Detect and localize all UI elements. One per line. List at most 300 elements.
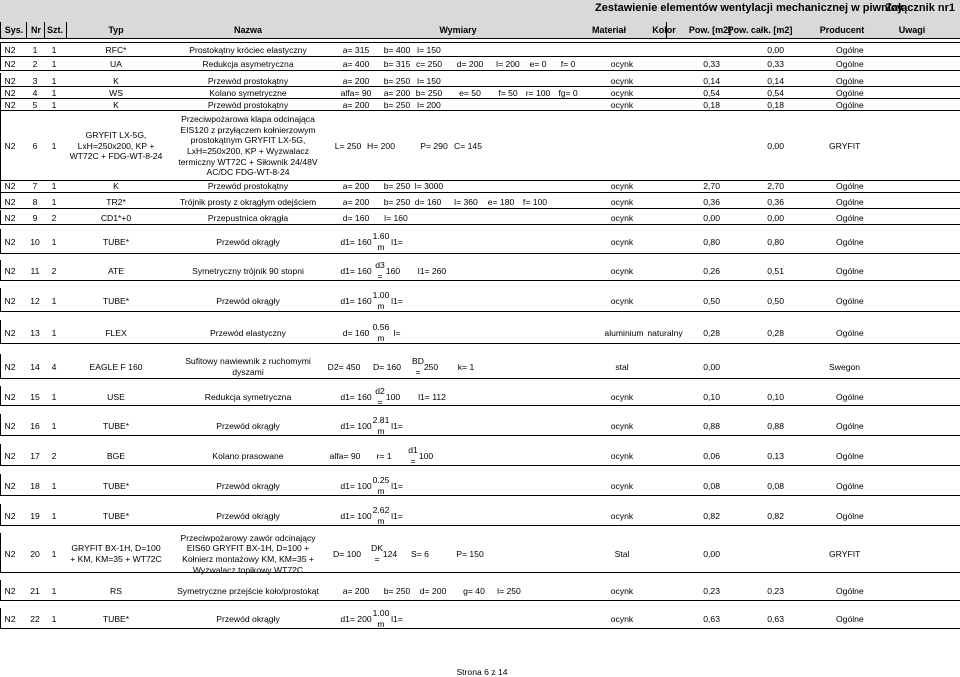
- producent-cell: Ogólne: [836, 328, 864, 338]
- pow-calk-cell: 0,13: [767, 451, 784, 461]
- dimension-w2: b= 250: [383, 100, 411, 110]
- pow-calk-cell: 0,33: [767, 59, 784, 69]
- dimension-sub: =: [415, 367, 421, 377]
- dimension-w1: a= 315: [342, 45, 370, 55]
- row-divider: [0, 465, 960, 466]
- nr-cell: 13: [30, 328, 40, 338]
- material-cell: ocynk: [610, 511, 634, 521]
- producent-cell: Ogólne: [836, 45, 864, 55]
- nr-cell: 7: [32, 181, 38, 191]
- pow-calk-cell: 0,00: [767, 213, 784, 223]
- producent-cell: Ogólne: [836, 181, 864, 191]
- pow-calk-cell: 0,18: [767, 100, 784, 110]
- typ-cell: TUBE*: [102, 421, 130, 431]
- column-divider: [0, 109, 1, 180]
- pow-cell: 0,08: [703, 481, 720, 491]
- pow-calk-cell: 0,51: [767, 266, 784, 276]
- row-divider: [0, 56, 960, 57]
- szt-cell: 1: [51, 181, 57, 191]
- dimension-w2: l1=: [391, 296, 403, 306]
- dimension-sub: m: [377, 516, 385, 526]
- pow-cell: 0,80: [703, 237, 720, 247]
- column-divider: [0, 608, 1, 628]
- pow-calk-cell: 0,10: [767, 392, 784, 402]
- pow-calk-cell: 0,50: [767, 296, 784, 306]
- dimension-w1: a= 200: [342, 586, 370, 596]
- szt-cell: 2: [51, 213, 57, 223]
- material-cell: ocynk: [610, 100, 634, 110]
- dimension-w6: e= 0: [529, 59, 547, 69]
- dimension-super: 2.62: [372, 505, 390, 515]
- column-divider: [0, 444, 1, 465]
- page-title: Zestawienie elementów wentylacji mechanicznej w piwnicy: [595, 2, 904, 14]
- dimension-sub: m: [377, 242, 385, 252]
- nr-cell: 14: [30, 362, 40, 372]
- producent-cell: Swegon: [829, 362, 861, 372]
- dimension-w2: b= 250: [383, 197, 411, 207]
- dimension-super: d3: [375, 260, 385, 270]
- row-divider: [0, 192, 960, 193]
- material-cell: ocynk: [610, 421, 634, 431]
- material-header: Materiał: [591, 25, 627, 35]
- nr-cell: 9: [32, 213, 38, 223]
- material-cell: ocynk: [610, 451, 634, 461]
- dimension-value: 124: [382, 549, 398, 559]
- pow-cell: 0,50: [703, 296, 720, 306]
- material-cell: ocynk: [610, 481, 634, 491]
- dimension-w1: d1= 160: [340, 266, 372, 276]
- pow-cell: 0,54: [703, 88, 720, 98]
- material-cell: ocynk: [610, 213, 634, 223]
- pow-cell: 0,28: [703, 328, 720, 338]
- dimension-w5: l= 250: [497, 586, 521, 596]
- dimension-w2: b= 400: [383, 45, 411, 55]
- kolor-cell: naturalny: [647, 328, 683, 338]
- wymiary-header: Wymiary: [439, 25, 477, 35]
- dimension-super: DK: [371, 543, 383, 553]
- pow-calk-cell: 0,00: [767, 141, 784, 151]
- producent-cell: Ogólne: [836, 481, 864, 491]
- dimension-w2: b= 250: [383, 181, 411, 191]
- typ-cell: TUBE*: [102, 614, 130, 624]
- pow-cell: 2,70: [703, 181, 720, 191]
- row-divider: [0, 435, 960, 436]
- szt-cell: 1: [51, 328, 57, 338]
- nazwa-cell: Przewód okrągły: [216, 614, 280, 624]
- producent-cell: Ogólne: [836, 511, 864, 521]
- column-divider: [0, 474, 1, 495]
- dimension-w1: d1= 160: [340, 237, 372, 247]
- nr-cell: 21: [30, 586, 40, 596]
- column-divider: [66, 22, 67, 38]
- typ-cell: RFC*: [105, 45, 127, 55]
- sys-cell: N2: [4, 451, 16, 461]
- sys-cell: N2: [4, 392, 16, 402]
- szt-cell: 1: [51, 88, 57, 98]
- column-divider: [0, 193, 1, 208]
- typ-cell: USE: [107, 392, 125, 402]
- nr-cell: 22: [30, 614, 40, 624]
- typ-cell: FLEX: [105, 328, 127, 338]
- row-divider: [0, 42, 960, 43]
- material-cell: ocynk: [610, 586, 634, 596]
- pow-cell: 0,00: [703, 213, 720, 223]
- dimension-value: 250: [423, 362, 439, 372]
- nr-cell: 19: [30, 511, 40, 521]
- row-divider: [0, 525, 960, 526]
- typ-cell: BGE: [106, 451, 126, 461]
- nr-cell: 11: [30, 266, 40, 276]
- producent-header: Producent: [819, 25, 865, 35]
- dimension-super: 1.00: [372, 290, 390, 300]
- pow-calk-cell: 0,23: [767, 586, 784, 596]
- typ-cell: EAGLE F 160: [89, 362, 143, 372]
- producent-cell: Ogólne: [836, 614, 864, 624]
- sys-cell: N2: [4, 88, 16, 98]
- pow-calk-cell: 0,14: [767, 76, 784, 86]
- szt-cell: 1: [51, 614, 57, 624]
- nazwa-cell: Przewód okrągły: [216, 421, 280, 431]
- nazwa-cell: Przewód okrągły: [216, 296, 280, 306]
- sys-cell: N2: [4, 328, 16, 338]
- nazwa-cell: Przewód elastyczny: [210, 328, 286, 338]
- dimension-w5: e= 180: [487, 197, 515, 207]
- pow-cell: 0,00: [703, 362, 720, 372]
- pow-calk-cell: 0,80: [767, 237, 784, 247]
- producent-cell: Ogólne: [836, 100, 864, 110]
- column-divider: [0, 288, 1, 311]
- nazwa-cell: Kolano prasowane: [212, 451, 284, 461]
- pow-calk-header: Pow. całk. [m2]: [727, 25, 793, 35]
- dimension-w1: alfa= 90: [340, 88, 372, 98]
- nazwa-cell: Przepustnica okrągła: [207, 213, 289, 223]
- dimension-super: 0.25: [372, 475, 390, 485]
- row-divider: [0, 180, 960, 181]
- dimension-w2: a= 200: [383, 88, 411, 98]
- kolor-header: Kolor: [652, 25, 676, 35]
- pow-calk-cell: 0,82: [767, 511, 784, 521]
- typ-cell: TUBE*: [102, 296, 130, 306]
- dimension-w2: l1=: [391, 237, 403, 247]
- szt-cell: 1: [51, 421, 57, 431]
- material-cell: ocynk: [610, 266, 634, 276]
- dimension-sub: =: [410, 456, 416, 466]
- sys-cell: N2: [4, 45, 16, 55]
- nazwa-cell: Symetryczne przejście koło/prostokąt: [177, 586, 319, 596]
- nazwa-cell: Kolano symetryczne: [209, 88, 287, 98]
- row-divider: [0, 110, 960, 111]
- pow-calk-cell: 0,28: [767, 328, 784, 338]
- dimension-w4: d= 200: [456, 59, 484, 69]
- nr-cell: 15: [30, 392, 40, 402]
- row-divider: [0, 311, 960, 312]
- pow-calk-cell: 0,36: [767, 197, 784, 207]
- column-divider: [0, 354, 1, 378]
- dimension-w1: d1= 100: [340, 481, 372, 491]
- dimension-w2: l1=: [391, 481, 403, 491]
- dimension-w1: a= 200: [342, 181, 370, 191]
- pow-cell: 0,26: [703, 266, 720, 276]
- typ-cell: RS: [110, 586, 122, 596]
- dimension-w2: r= 1: [376, 451, 392, 461]
- row-divider: [0, 38, 960, 39]
- dimension-super: 1.60: [372, 231, 390, 241]
- pow-cell: 0,82: [703, 511, 720, 521]
- szt-cell: 1: [51, 549, 57, 559]
- dimension-w1: L= 250: [334, 141, 362, 151]
- pow-cell: 0,10: [703, 392, 720, 402]
- row-divider: [0, 378, 960, 379]
- typ-cell: ATE: [107, 266, 125, 276]
- szt-cell: 1: [51, 392, 57, 402]
- dimension-w2: H= 200: [367, 141, 395, 151]
- pow-cell: 0,14: [703, 76, 720, 86]
- nazwa-cell: Redukcja symetryczna: [204, 392, 292, 402]
- dimension-w3: l1= 260: [417, 266, 447, 276]
- dimension-w2: l= 160: [384, 213, 408, 223]
- dimension-w4: C= 145: [454, 141, 482, 151]
- material-cell: stal: [615, 362, 629, 372]
- sys-cell: N2: [4, 181, 16, 191]
- page-footer: Strona 6 z 14: [456, 667, 508, 677]
- pow-cell: 0,23: [703, 586, 720, 596]
- dimension-w1: a= 400: [342, 59, 370, 69]
- dimension-w2: b= 250: [383, 76, 411, 86]
- dimension-w4: P= 150: [456, 549, 484, 559]
- dimension-sub: m: [377, 301, 385, 311]
- column-divider: [0, 229, 1, 253]
- material-cell: ocynk: [610, 88, 634, 98]
- szt-cell: 1: [51, 237, 57, 247]
- dimension-w1: D= 100: [333, 549, 361, 559]
- material-cell: aluminium: [604, 328, 644, 338]
- dimension-w1: d= 160: [342, 328, 370, 338]
- dimension-w2: l1=: [391, 614, 403, 624]
- row-divider: [0, 98, 960, 99]
- dimension-super: BD: [412, 356, 424, 366]
- dimension-w3: b= 250: [415, 88, 443, 98]
- nr-cell: 17: [30, 451, 40, 461]
- sys-cell: N2: [4, 266, 16, 276]
- pow-calk-cell: 2,70: [767, 181, 784, 191]
- nr-cell: 6: [32, 141, 38, 151]
- nazwa-header: Nazwa: [233, 25, 263, 35]
- dimension-w3: P= 290: [420, 141, 448, 151]
- dimension-w4: e= 50: [459, 88, 481, 98]
- dimension-super: 1.00: [372, 608, 390, 618]
- column-divider: [0, 386, 1, 405]
- material-cell: ocynk: [610, 296, 634, 306]
- dimension-w3: k= 1: [457, 362, 475, 372]
- material-cell: ocynk: [610, 181, 634, 191]
- dimension-w5: l= 200: [496, 59, 520, 69]
- szt-cell: 1: [51, 481, 57, 491]
- pow-cell: 0,36: [703, 197, 720, 207]
- dimension-w7: fg= 0: [558, 88, 578, 98]
- szt-cell: 1: [51, 296, 57, 306]
- typ-cell: GRYFIT BX-1H, D=100 + KM, KM=35 + WT72C: [70, 543, 162, 564]
- szt-cell: 1: [51, 141, 57, 151]
- dimension-w1: d1= 200: [340, 614, 372, 624]
- szt-cell: 1: [51, 197, 57, 207]
- sys-cell: N2: [4, 100, 16, 110]
- material-cell: Stal: [614, 549, 630, 559]
- typ-header: Typ: [108, 25, 124, 35]
- pow-calk-cell: 0,63: [767, 614, 784, 624]
- pow-cell: 0,06: [703, 451, 720, 461]
- producent-cell: GRYFIT: [829, 549, 861, 559]
- pow-calk-cell: 0,88: [767, 421, 784, 431]
- sys-header: Sys.: [4, 25, 24, 35]
- producent-cell: Ogólne: [836, 76, 864, 86]
- nr-cell: 16: [30, 421, 40, 431]
- pow-calk-cell: 0,00: [767, 45, 784, 55]
- nazwa-cell: Sufitowy nawiewnik z ruchomymi dyszami: [185, 356, 311, 377]
- row-divider: [0, 86, 960, 87]
- sys-cell: N2: [4, 511, 16, 521]
- szt-cell: 4: [51, 362, 57, 372]
- dimension-w1: d1= 100: [340, 511, 372, 521]
- typ-cell: K: [113, 100, 119, 110]
- row-divider: [0, 343, 960, 344]
- sys-cell: N2: [4, 421, 16, 431]
- dimension-sub: m: [377, 426, 385, 436]
- dimension-w1: d1= 100: [340, 421, 372, 431]
- nr-header: Nr: [30, 25, 42, 35]
- dimension-w1: a= 200: [342, 100, 370, 110]
- row-divider: [0, 405, 960, 406]
- dimension-w2: b= 315: [383, 59, 411, 69]
- material-cell: ocynk: [610, 392, 634, 402]
- dimension-value: 160: [385, 266, 401, 276]
- sys-cell: N2: [4, 213, 16, 223]
- dimension-w2: b= 250: [383, 586, 411, 596]
- nr-cell: 20: [30, 549, 40, 559]
- typ-cell: TR2*: [106, 197, 126, 207]
- column-divider: [0, 504, 1, 525]
- column-divider: [0, 42, 1, 56]
- column-divider: [0, 533, 1, 572]
- row-divider: [0, 224, 960, 225]
- producent-cell: Ogólne: [836, 59, 864, 69]
- dimension-w2: D= 160: [373, 362, 401, 372]
- dimension-value: 100: [418, 451, 434, 461]
- dimension-w1: d1= 160: [340, 296, 372, 306]
- dimension-w1: a= 200: [342, 76, 370, 86]
- attachment-label: Załącznik nr1: [885, 2, 955, 14]
- dimension-w3: l= 200: [417, 100, 441, 110]
- nazwa-cell: Przewód okrągły: [216, 237, 280, 247]
- nr-cell: 2: [32, 59, 38, 69]
- typ-cell: WS: [109, 88, 123, 98]
- material-cell: ocynk: [610, 76, 634, 86]
- column-divider: [26, 22, 27, 38]
- nr-cell: 4: [32, 88, 38, 98]
- typ-cell: TUBE*: [102, 511, 130, 521]
- sys-cell: N2: [4, 296, 16, 306]
- material-cell: ocynk: [610, 237, 634, 247]
- material-cell: ocynk: [610, 197, 634, 207]
- producent-cell: Ogólne: [836, 237, 864, 247]
- column-divider: [0, 86, 1, 98]
- dimension-w7: f= 0: [560, 59, 576, 69]
- nr-cell: 10: [30, 237, 40, 247]
- dimension-value: 100: [385, 392, 401, 402]
- producent-cell: Ogólne: [836, 296, 864, 306]
- pow-cell: 0,88: [703, 421, 720, 431]
- dimension-w3: l= 150: [417, 45, 441, 55]
- szt-cell: 1: [51, 511, 57, 521]
- producent-cell: Ogólne: [836, 213, 864, 223]
- szt-cell: 1: [51, 100, 57, 110]
- row-divider: [0, 572, 960, 573]
- dimension-super: 2.81: [372, 415, 390, 425]
- nazwa-cell: Przewód okrągły: [216, 511, 280, 521]
- nr-cell: 1: [32, 45, 38, 55]
- uwagi-header: Uwagi: [898, 25, 926, 35]
- column-divider: [0, 56, 1, 70]
- dimension-w4: g= 40: [463, 586, 485, 596]
- producent-cell: Ogólne: [836, 88, 864, 98]
- row-divider: [0, 253, 960, 254]
- dimension-w3: l= 150: [417, 76, 441, 86]
- column-divider: [44, 22, 45, 38]
- nr-cell: 18: [30, 481, 40, 491]
- szt-header: Szt.: [46, 25, 64, 35]
- dimension-w1: a= 200: [342, 197, 370, 207]
- typ-cell: UA: [110, 59, 122, 69]
- dimension-w3: S= 6: [411, 549, 429, 559]
- pow-calk-cell: 0,08: [767, 481, 784, 491]
- typ-cell: TUBE*: [102, 237, 130, 247]
- column-divider: [0, 260, 1, 280]
- column-divider: [0, 320, 1, 343]
- row-divider: [0, 70, 960, 71]
- dimension-sub: =: [377, 271, 383, 281]
- dimension-sub: m: [377, 619, 385, 629]
- dimension-w3: d= 160: [414, 197, 442, 207]
- pow-cell: 0,63: [703, 614, 720, 624]
- sys-cell: N2: [4, 237, 16, 247]
- sys-cell: N2: [4, 59, 16, 69]
- sys-cell: N2: [4, 141, 16, 151]
- nazwa-cell: Przewód prostokątny: [207, 100, 289, 110]
- material-cell: ocynk: [610, 59, 634, 69]
- sys-cell: N2: [4, 614, 16, 624]
- nazwa-cell: Przewód okrągły: [216, 481, 280, 491]
- dimension-super: d2: [375, 386, 385, 396]
- column-divider: [0, 73, 1, 86]
- dimension-w1: d= 160: [342, 213, 370, 223]
- typ-cell: GRYFIT LX-5G, LxH=250x200, KP + WT72C + FDG-WT-8-24: [69, 130, 163, 162]
- column-divider: [0, 580, 1, 600]
- nazwa-cell: Przewód prostokątny: [207, 181, 289, 191]
- nazwa-cell: Przeciwpożarowa klapa odcinająca EIS120 z przyłączem kołnierzowym prostokątnym GRYFIT LX-5G, LxH=250x200, KP + Wyzwalacz termiczny WT72C + Siłownik 24/48V AC/DC FDG-WT-8-24: [178, 114, 318, 178]
- dimension-w3: c= 250: [415, 59, 443, 69]
- pow-calk-cell: 0,54: [767, 88, 784, 98]
- row-divider: [0, 495, 960, 496]
- sys-cell: N2: [4, 76, 16, 86]
- dimension-w6: r= 100: [525, 88, 551, 98]
- dimension-sub: m: [377, 333, 385, 343]
- szt-cell: 1: [51, 45, 57, 55]
- material-cell: ocynk: [610, 614, 634, 624]
- dimension-sub: =: [374, 554, 380, 564]
- nazwa-cell: Prostokątny króciec elastyczny: [189, 45, 307, 55]
- column-divider: [0, 178, 1, 192]
- typ-cell: CD1*+0: [100, 213, 132, 223]
- nr-cell: 5: [32, 100, 38, 110]
